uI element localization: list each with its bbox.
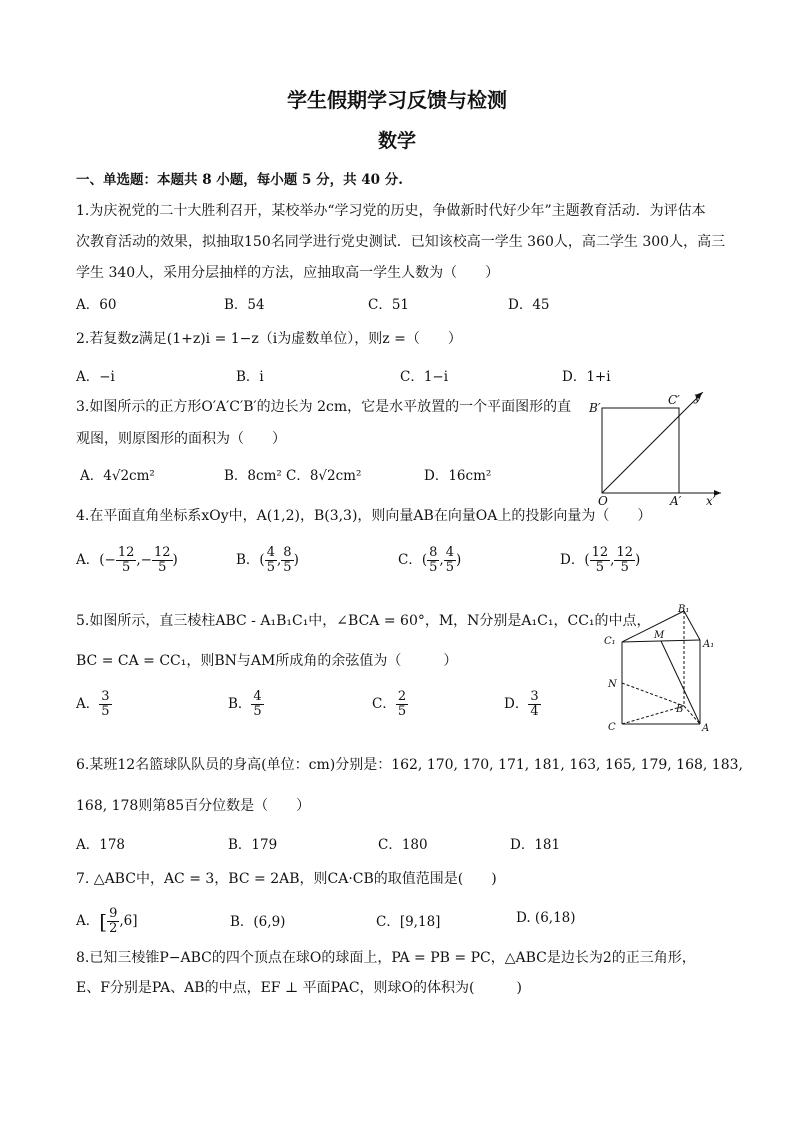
q3-label-a: A′ bbox=[670, 494, 682, 506]
q6-option-b[interactable]: B．179 bbox=[228, 837, 278, 853]
q3-option-b[interactable]: B．8cm² bbox=[224, 468, 282, 484]
q6-option-d[interactable]: D．181 bbox=[510, 837, 561, 853]
numerator: 3 bbox=[530, 689, 539, 704]
q3-label-x: x′ bbox=[706, 494, 716, 506]
q7-option-d[interactable]: D. (6,18) bbox=[516, 910, 576, 926]
q3-text-line: 观图，则原图形的面积为（ ） bbox=[76, 431, 286, 447]
q8-text-line: E、F分别是PA、AB的中点，EF ⊥ 平面PAC，则球O的体积为( ) bbox=[76, 980, 522, 996]
numerator: 4 bbox=[445, 545, 454, 560]
q5-edge-b1a1 bbox=[684, 611, 700, 640]
q4-option-b-separator: , bbox=[276, 552, 282, 568]
denominator: 5 bbox=[429, 560, 438, 575]
q5-edge-c1b1 bbox=[622, 611, 684, 642]
denominator: 2 bbox=[109, 921, 118, 936]
q1-text-line: 次教育活动的效果，拟抽取150名同学进行党史测试．已知该校高一学生 360人，高二学生 300人，高三 bbox=[76, 234, 726, 250]
q4-option-b[interactable] bbox=[236, 546, 299, 575]
q4-option-d-open: ( bbox=[584, 552, 590, 568]
denominator: 5 bbox=[158, 560, 167, 575]
q4-option-c-close: ) bbox=[455, 552, 462, 568]
q7-option-a-fraction bbox=[107, 907, 119, 936]
denominator: 5 bbox=[595, 560, 605, 575]
q4-option-d[interactable] bbox=[560, 546, 640, 575]
q1-option-b[interactable]: B．54 bbox=[224, 297, 265, 313]
q5-label-c: C bbox=[608, 722, 616, 733]
q4-option-d-fraction-2 bbox=[614, 546, 635, 575]
denominator: 5 bbox=[253, 704, 262, 719]
q3-label-o: O bbox=[598, 494, 608, 506]
q2-text-line: 2.若复数z满足(1+z)i = 1−z（i为虚数单位），则z =（ ） bbox=[76, 331, 462, 347]
q2-option-b[interactable]: B．i bbox=[236, 369, 264, 385]
q3-option-d[interactable]: D．16cm² bbox=[424, 468, 492, 484]
denominator: 5 bbox=[121, 560, 131, 575]
q5-label-m: M bbox=[654, 630, 665, 641]
q4-option-d-fraction-1 bbox=[590, 546, 611, 575]
q5-edge-cb bbox=[622, 706, 684, 724]
numerator: 12 bbox=[616, 545, 633, 560]
denominator: 5 bbox=[101, 704, 110, 719]
q2-option-c[interactable]: C．1−i bbox=[400, 369, 449, 385]
q7-text-line: 7. △ABC中，AC = 3，BC = 2AB，则CA·CB的取值范围是( ) bbox=[76, 871, 497, 887]
q6-option-a[interactable]: A．178 bbox=[76, 837, 126, 853]
q1-option-d[interactable]: D．45 bbox=[508, 297, 550, 313]
q4-option-a-fraction-1 bbox=[116, 546, 137, 575]
numerator: 2 bbox=[397, 689, 407, 704]
q5-option-b-letter: B． bbox=[228, 696, 252, 712]
q1-option-c[interactable]: C．51 bbox=[368, 297, 410, 313]
numerator: 4 bbox=[266, 545, 275, 560]
numerator: 12 bbox=[591, 545, 609, 560]
q4-option-c-letter: C． bbox=[398, 552, 422, 568]
numerator: 8 bbox=[429, 545, 438, 560]
q7-option-a-letter: A． bbox=[76, 913, 100, 929]
q5-label-b1: B₁ bbox=[678, 604, 690, 615]
section-heading: 一、单选题：本题共 8 小题，每小题 5 分，共 40 分. bbox=[76, 172, 403, 188]
q1-text-line: 学生 340人，采用分层抽样的方法，应抽取高一学生人数为（ ） bbox=[76, 265, 500, 281]
q7-option-a-close: ,6] bbox=[119, 913, 138, 929]
q3-label-b: B′ bbox=[589, 401, 601, 415]
q7-option-c[interactable]: C．[9,18] bbox=[376, 914, 441, 930]
q4-option-c-fraction-1 bbox=[427, 546, 439, 575]
q5-option-a[interactable] bbox=[76, 690, 112, 719]
q4-option-a-letter: A． bbox=[76, 552, 100, 568]
numerator: 4 bbox=[253, 689, 262, 704]
q4-option-a-close: ) bbox=[172, 552, 178, 568]
q5-edge-ba bbox=[684, 706, 700, 724]
denominator: 5 bbox=[283, 560, 292, 575]
q5-option-a-fraction bbox=[99, 690, 111, 719]
q7-option-b[interactable]: B．(6,9) bbox=[230, 914, 286, 930]
q4-option-b-fraction-1 bbox=[265, 546, 277, 575]
q5-option-c-fraction bbox=[396, 690, 408, 719]
q4-option-d-close: ) bbox=[635, 552, 641, 568]
numerator: 12 bbox=[117, 545, 135, 560]
q4-option-a-fraction-2 bbox=[152, 546, 173, 575]
numerator: 9 bbox=[109, 906, 118, 921]
q6-option-c[interactable]: C．180 bbox=[378, 837, 428, 853]
q6-text-line: 168, 178则第85百分位数是（ ） bbox=[76, 798, 311, 814]
q3-y-axis bbox=[602, 394, 701, 493]
denominator: 5 bbox=[620, 560, 629, 575]
q3-square-figure bbox=[586, 388, 726, 506]
q3-option-a[interactable]: A．4√2cm² bbox=[80, 468, 155, 484]
numerator: 8 bbox=[283, 545, 292, 560]
q5-prism-figure bbox=[598, 602, 720, 736]
q5-label-a: A bbox=[702, 723, 710, 734]
q4-option-c[interactable] bbox=[398, 546, 461, 575]
q4-text-line: 4.在平面直角坐标系xOy中，A(1,2)，B(3,3)，则向量AB在向量OA上的投影向量为（ ） bbox=[76, 508, 652, 524]
q5-segment-bn bbox=[622, 683, 684, 706]
numerator: 3 bbox=[101, 689, 110, 704]
denominator: 5 bbox=[266, 560, 275, 575]
q5-label-a1: A₁ bbox=[703, 639, 715, 650]
denominator: 5 bbox=[445, 560, 454, 575]
q5-label-n: N bbox=[608, 679, 617, 690]
q5-text-line: BC = CA = CC₁，则BN与AM所成角的余弦值为（ ） bbox=[76, 653, 458, 669]
q3-label-c: C′ bbox=[668, 393, 680, 407]
q1-option-a[interactable]: A．60 bbox=[76, 297, 117, 313]
q5-option-b[interactable] bbox=[228, 690, 264, 719]
q6-text-line: 6.某班12名篮球队队员的身高(单位：cm)分别是：162, 170, 170, 171, 181, 163, 165, 179, 168, 183, bbox=[76, 757, 743, 773]
q5-label-c1: C₁ bbox=[604, 636, 616, 647]
q4-option-b-letter: B． bbox=[236, 552, 260, 568]
q3-option-c[interactable]: C．8√2cm² bbox=[286, 468, 362, 484]
q5-text-line: 5.如图所示，直三棱柱ABC - A₁B₁C₁中，∠BCA = 60°，M，N分别是A₁C₁，CC₁的中点， bbox=[76, 613, 651, 629]
q4-option-d-separator: , bbox=[610, 552, 615, 568]
q4-option-a-separator: ,− bbox=[136, 552, 152, 568]
q4-option-c-open: ( bbox=[421, 552, 428, 568]
q5-option-d-letter: D． bbox=[504, 696, 529, 712]
q5-option-c[interactable] bbox=[372, 690, 408, 719]
q5-option-d-fraction bbox=[528, 690, 540, 719]
q7-option-a[interactable] bbox=[76, 907, 138, 936]
q7-option-a-open: [ bbox=[99, 909, 108, 934]
q4-option-b-open: ( bbox=[259, 552, 265, 568]
q4-option-a-open: (− bbox=[99, 552, 116, 568]
q4-option-c-fraction-2 bbox=[444, 546, 456, 575]
q3-text-line: 3.如图所示的正方形O′A′C′B′的边长为 2cm，它是水平放置的一个平面图形的直 bbox=[76, 399, 572, 415]
q4-option-a[interactable] bbox=[76, 546, 178, 575]
q5-option-a-letter: A． bbox=[76, 696, 100, 712]
q3-square bbox=[602, 408, 679, 493]
q8-text-line: 8.已知三棱锥P−ABC的四个顶点在球O的球面上，PA = PB = PC，△ABC是边长为2的正三角形， bbox=[76, 950, 696, 966]
q3-label-y: y′ bbox=[694, 390, 704, 404]
q5-option-c-letter: C． bbox=[372, 696, 396, 712]
q1-text-line: 1.为庆祝党的二十大胜利召开，某校举办“学习党的历史，争做新时代好少年”主题教育活动．为评估本 bbox=[76, 203, 706, 219]
q2-option-d[interactable]: D．1+i bbox=[562, 369, 611, 385]
page-title: 学生假期学习反馈与检测 bbox=[287, 88, 507, 112]
q2-option-a[interactable]: A．−i bbox=[76, 369, 115, 385]
q4-option-c-separator: , bbox=[439, 552, 444, 568]
q5-option-b-fraction bbox=[251, 690, 263, 719]
denominator: 4 bbox=[530, 704, 539, 719]
denominator: 5 bbox=[397, 704, 407, 719]
numerator: 12 bbox=[154, 545, 171, 560]
subject-title: 数学 bbox=[377, 130, 416, 152]
q4-option-b-fraction-2 bbox=[281, 546, 293, 575]
q5-option-d[interactable] bbox=[504, 690, 541, 719]
q5-label-b: B bbox=[676, 704, 684, 715]
q4-option-d-letter: D． bbox=[560, 552, 585, 568]
q4-option-b-close: ) bbox=[293, 552, 299, 568]
